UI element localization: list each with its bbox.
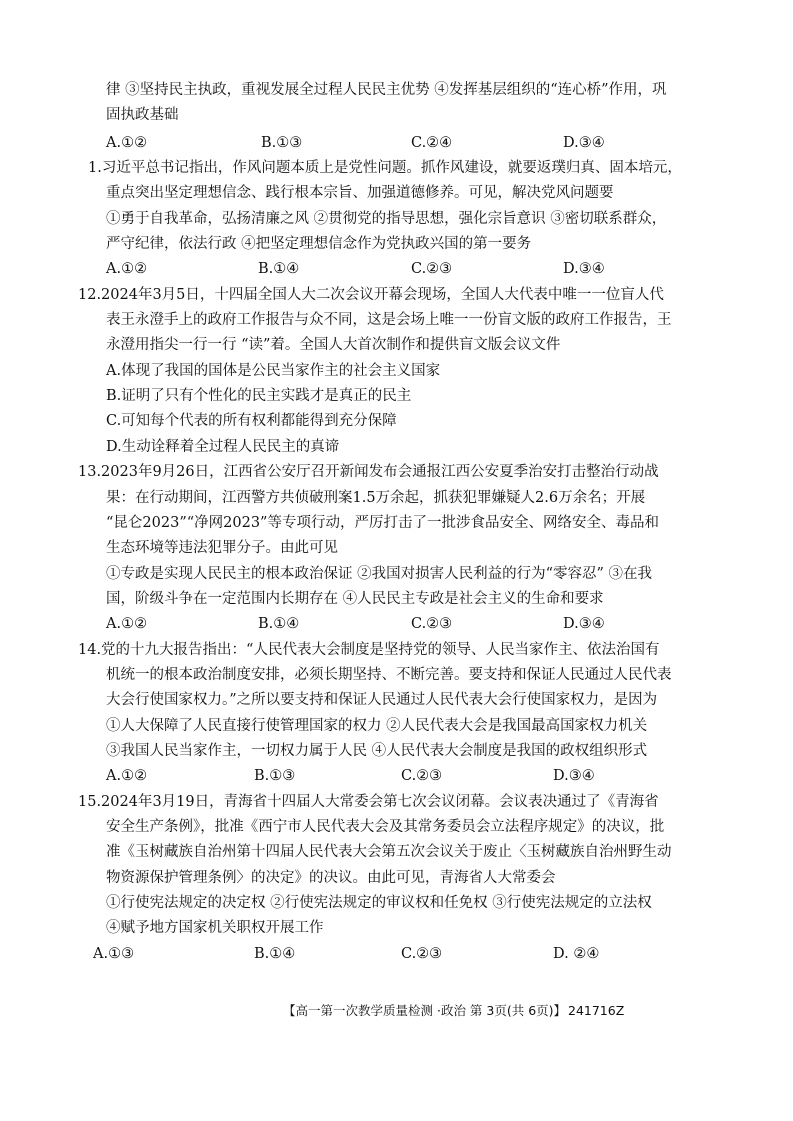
option-d[interactable]: D.生动诠释着全过程人民民主的真谛	[106, 439, 340, 455]
statement-line: ①人大保障了人民直接行使管理国家的权力 ②人民代表大会是我国最高国家权力机关	[106, 718, 648, 734]
option-a[interactable]: A.①②	[106, 135, 148, 151]
statement-line: 国，阶级斗争在一定范围内长期存在 ④人民民主专政是社会主义的生命和要求	[106, 591, 604, 607]
statement-line: ④赋予地方国家机关职权开展工作	[106, 920, 324, 936]
question-stem: 14.党的十九大报告指出：“人民代表大会制度是坚持党的领导、人民当家作主、依法治国有	[78, 642, 660, 658]
option-b[interactable]: B.①③	[254, 768, 296, 784]
question-line: 果：在行动期间，江西警方共侦破刑案1.5万余起，抓获犯罪嫌疑人2.6万余名；开展	[106, 490, 646, 506]
question-line: 固执政基础	[106, 107, 179, 123]
answer-options	[0, 131, 793, 155]
option-c[interactable]: C.可知每个代表的所有权利都能得到充分保障	[106, 413, 397, 429]
answer-options	[0, 764, 793, 788]
option-a[interactable]: A.①③	[93, 946, 135, 962]
statement-line: 严守纪律，依法行政 ④把坚定理想信念作为党执政兴国的第一要务	[106, 236, 532, 252]
footer-title: 【高一第一次教学质量检测 ·政治 第 3页(共 6页)】	[283, 1003, 567, 1018]
option-b[interactable]: B.证明了只有个性化的民主实践才是真正的民主	[106, 388, 412, 404]
answer-options	[0, 942, 793, 966]
page-footer	[0, 1000, 793, 1022]
option-d[interactable]: D.③④	[553, 768, 595, 784]
question-line: 重点突出坚定理想信念、践行根本宗旨、加强道德修养。可见，解决党风问题要	[106, 185, 614, 201]
option-a[interactable]: A.体现了我国的国体是公民当家作主的社会主义国家	[106, 363, 441, 379]
option-c[interactable]: C.②③	[401, 946, 443, 962]
question-stem: 1.习近平总书记指出，作风问题本质上是党性问题。抓作风建设，就要返璞归真、固本培元，	[88, 160, 682, 176]
statement-line: ①勇于自我革命，弘扬清廉之风 ②贯彻党的指导思想，强化宗旨意识 ③密切联系群众，	[106, 211, 667, 227]
question-line: 永澄用指尖一行一行 “读”着。全国人大首次制作和提供盲文版会议文件	[106, 337, 561, 353]
question-line: 表王永澄手上的政府工作报告与众不同，这是会场上唯一一份盲文版的政府工作报告，王	[106, 312, 672, 328]
question-line: 准《玉树藏族自治州第十四届人民代表大会第五次会议关于废止〈玉树藏族自治州野生动	[106, 844, 672, 860]
statement-line: ①行使宪法规定的决定权 ②行使宪法规定的审议权和任免权 ③行使宪法规定的立法权	[106, 895, 652, 911]
question-line: “昆仑2023”“净网2023”等专项行动，严厉打击了一批涉食品安全、网络安全、毒品和	[106, 515, 659, 531]
question-line: 安全生产条例》，批准《西宁市人民代表大会及其常务委员会立法程序规定》的决议，批	[106, 819, 665, 835]
option-c[interactable]: C.②③	[401, 768, 443, 784]
option-c[interactable]: C.②④	[411, 135, 453, 151]
option-a[interactable]: A.①②	[106, 616, 148, 632]
option-d[interactable]: D.③④	[563, 135, 605, 151]
option-a[interactable]: A.①②	[106, 768, 148, 784]
option-d[interactable]: D.③④	[563, 616, 605, 632]
option-a[interactable]: A.①②	[106, 261, 148, 277]
statement-line: ③我国人民当家作主，一切权力属于人民 ④人民代表大会制度是我国的政权组织形式	[106, 743, 648, 759]
question-stem: 15.2024年3月19日，青海省十四届人大常委会第七次会议闭幕。会议表决通过了《青海省	[78, 794, 659, 810]
question-stem: 12.2024年3月5日，十四届全国人大二次会议开幕会现场，全国人大代表中唯一一位盲人代	[78, 287, 664, 303]
option-d[interactable]: D.③④	[563, 261, 605, 277]
statement-line: ①专政是实现人民民主的根本政治保证 ②我国对损害人民利益的行为“零容忍” ③在我	[106, 566, 653, 582]
question-stem: 13.2023年9月26日，江西省公安厅召开新闻发布会通报江西公安夏季治安打击整治行动战	[78, 464, 659, 480]
question-line: 机统一的根本政治制度安排，必须长期坚持、不断完善。要支持和保证人民通过人民代表	[106, 667, 672, 683]
option-c[interactable]: C.②③	[411, 616, 453, 632]
question-line: 律 ③坚持民主执政，重视发展全过程人民民主优势 ④发挥基层组织的“连心桥”作用，巩	[106, 82, 667, 98]
option-c[interactable]: C.②③	[411, 261, 453, 277]
option-b[interactable]: B.①④	[258, 261, 300, 277]
footer-code: 241716Z	[568, 1003, 625, 1018]
option-b[interactable]: B.①④	[258, 616, 300, 632]
option-d[interactable]: D. ②④	[553, 946, 600, 962]
answer-options	[0, 612, 793, 636]
question-line: 大会行使国家权力。”之所以要支持和保证人民通过人民代表大会行使国家权力，是因为	[106, 692, 658, 708]
option-b[interactable]: B.①④	[254, 946, 296, 962]
answer-options	[0, 257, 793, 281]
option-b[interactable]: B.①③	[261, 135, 303, 151]
question-line: 物资源保护管理条例〉的决定》的决议。由此可见，青海省人大常委会	[106, 870, 556, 886]
question-line: 生态环境等违法犯罪分子。由此可见	[106, 540, 338, 556]
